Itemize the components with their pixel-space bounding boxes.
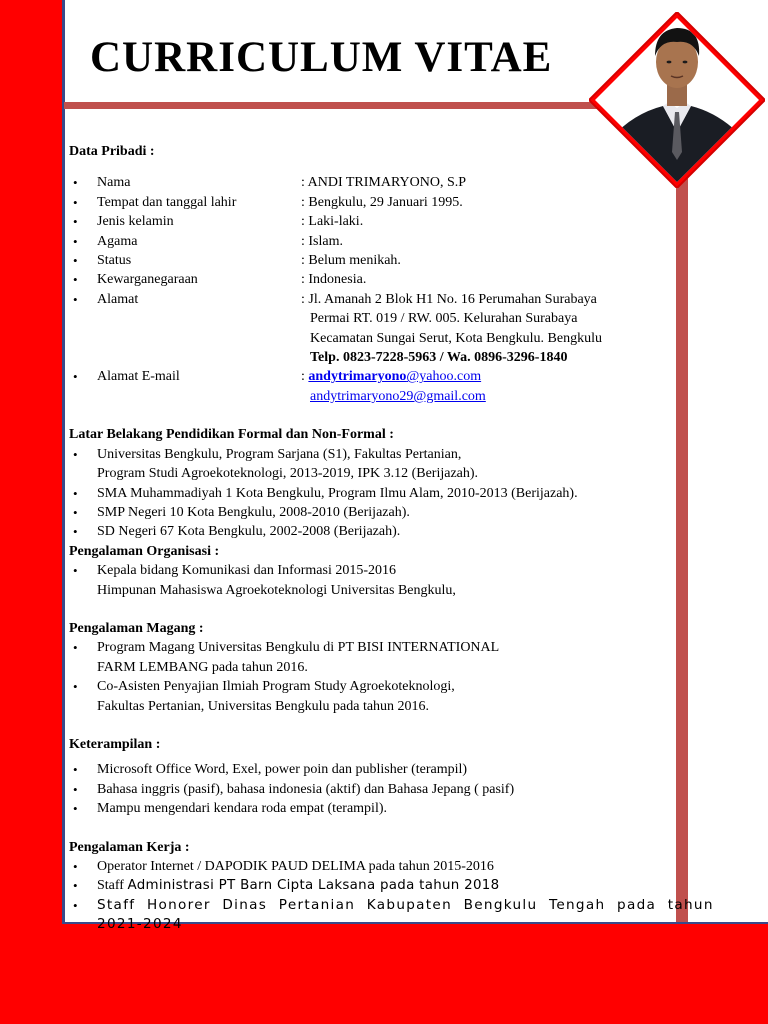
bullet-icon: • xyxy=(73,194,78,210)
email-link-yahoo[interactable]: andytrimaryono@yahoo.com xyxy=(308,369,482,385)
skill-item: • Mampu mengendari kendara roda empat (terampil). xyxy=(69,799,709,818)
work-item: • Staff Honorer Dinas Pertanian Kabupaten Bengkulu Tengah pada tahun 2021-2024 xyxy=(73,896,714,933)
section-heading-organization: Pengalaman Organisasi : xyxy=(69,543,220,559)
left-border-rule xyxy=(62,0,65,924)
section-heading-work: Pengalaman Kerja : xyxy=(69,839,190,855)
skill-item: • Bahasa inggris (pasif), bahasa indonesia (aktif) dan Bahasa Jepang ( pasif) xyxy=(69,780,709,799)
bullet-icon: • xyxy=(73,175,78,191)
address-line-2: Permai RT. 019 / RW. 005. Kelurahan Surabaya xyxy=(310,311,578,327)
education-item: • SMA Muhammadiyah 1 Kota Bengkulu, Program Ilmu Alam, 2010-2013 (Berijazah). xyxy=(69,484,709,503)
internship-item: • Co-Asisten Penyajian Ilmiah Program Study Agroekoteknologi, Fakultas Pertanian, Universitas Bengkulu pada tahun 2016. xyxy=(73,679,455,714)
education-item: • Universitas Bengkulu, Program Sarjana (S1), Fakultas Pertanian, Program Studi Agroekoteknologi, 2013-2019, IPK 3.12 (Berijazah). xyxy=(73,446,479,482)
bullet-icon: • xyxy=(73,897,78,913)
section-heading-skills: Keterampilan : xyxy=(69,736,161,752)
bullet-icon: • xyxy=(73,762,78,778)
bullet-icon: • xyxy=(73,563,78,579)
email-link-gmail[interactable]: andytrimaryono29@gmail.com xyxy=(310,388,486,404)
personal-row-gender: • Jenis kelamin : Laki-laki. xyxy=(69,212,709,231)
education-item: • SMP Negeri 10 Kota Bengkulu, 2008-2010 (Berijazah). xyxy=(69,503,709,522)
personal-row-address: • Alamat : Jl. Amanah 2 Blok H1 No. 16 Perumahan Surabaya xyxy=(69,290,709,309)
bullet-icon: • xyxy=(73,214,78,230)
address-line-3: Kecamatan Sungai Serut, Kota Bengkulu. Bengkulu xyxy=(310,330,602,346)
bullet-icon: • xyxy=(73,781,78,797)
work-item: • Staff Administrasi PT Barn Cipta Laksana pada tahun 2018 xyxy=(69,876,709,895)
personal-row-email: • Alamat E-mail : andytrimaryono@yahoo.com xyxy=(69,367,709,386)
bullet-icon: • xyxy=(73,369,78,385)
education-item: • SD Negeri 67 Kota Bengkulu, 2002-2008 (Berijazah). xyxy=(69,522,709,541)
bullet-icon: • xyxy=(73,291,78,307)
cv-content xyxy=(69,142,714,935)
bullet-icon: • xyxy=(73,640,78,656)
personal-row-nationality: • Kewarganegaraan : Indonesia. xyxy=(69,270,709,289)
work-item: • Operator Internet / DAPODIK PAUD DELIMA pada tahun 2015-2016 xyxy=(69,857,709,876)
bullet-icon: • xyxy=(73,504,78,520)
bullet-icon: • xyxy=(73,233,78,249)
personal-row-religion: • Agama : Islam. xyxy=(69,232,709,251)
section-heading-internship: Pengalaman Magang : xyxy=(69,620,204,636)
bullet-icon: • xyxy=(73,801,78,817)
bullet-icon: • xyxy=(73,272,78,288)
bullet-icon: • xyxy=(73,859,78,874)
page-title: CURRICULUM VITAE xyxy=(90,34,553,81)
bullet-icon: • xyxy=(73,878,78,894)
bullet-icon: • xyxy=(73,524,78,540)
personal-row-status: • Status : Belum menikah. xyxy=(69,251,709,270)
bullet-icon: • xyxy=(73,446,78,462)
section-heading-education: Latar Belakang Pendidikan Formal dan Non-Formal : xyxy=(69,427,394,443)
personal-row-birth: • Tempat dan tanggal lahir : Bengkulu, 29 Januari 1995. xyxy=(69,193,709,212)
bullet-icon: • xyxy=(73,485,78,501)
bullet-icon: • xyxy=(73,679,78,695)
skill-item: • Microsoft Office Word, Exel, power poin dan publisher (terampil) xyxy=(69,760,709,779)
bullet-icon: • xyxy=(73,253,78,269)
section-heading-personal: Data Pribadi : xyxy=(69,144,155,159)
organization-item: • Kepala bidang Komunikasi dan Informasi 2015-2016 Himpunan Mahasiswa Agroekoteknologi Universitas Bengkulu, xyxy=(73,563,456,598)
phone-number: Telp. 0823-7228-5963 / Wa. 0896-3296-1840 xyxy=(310,350,568,366)
personal-row-name: • Nama : ANDI TRIMARYONO, S.P xyxy=(69,173,709,192)
internship-item: • Program Magang Universitas Bengkulu di PT BISI INTERNATIONAL FARM LEMBANG pada tahun 2016. xyxy=(73,640,500,675)
